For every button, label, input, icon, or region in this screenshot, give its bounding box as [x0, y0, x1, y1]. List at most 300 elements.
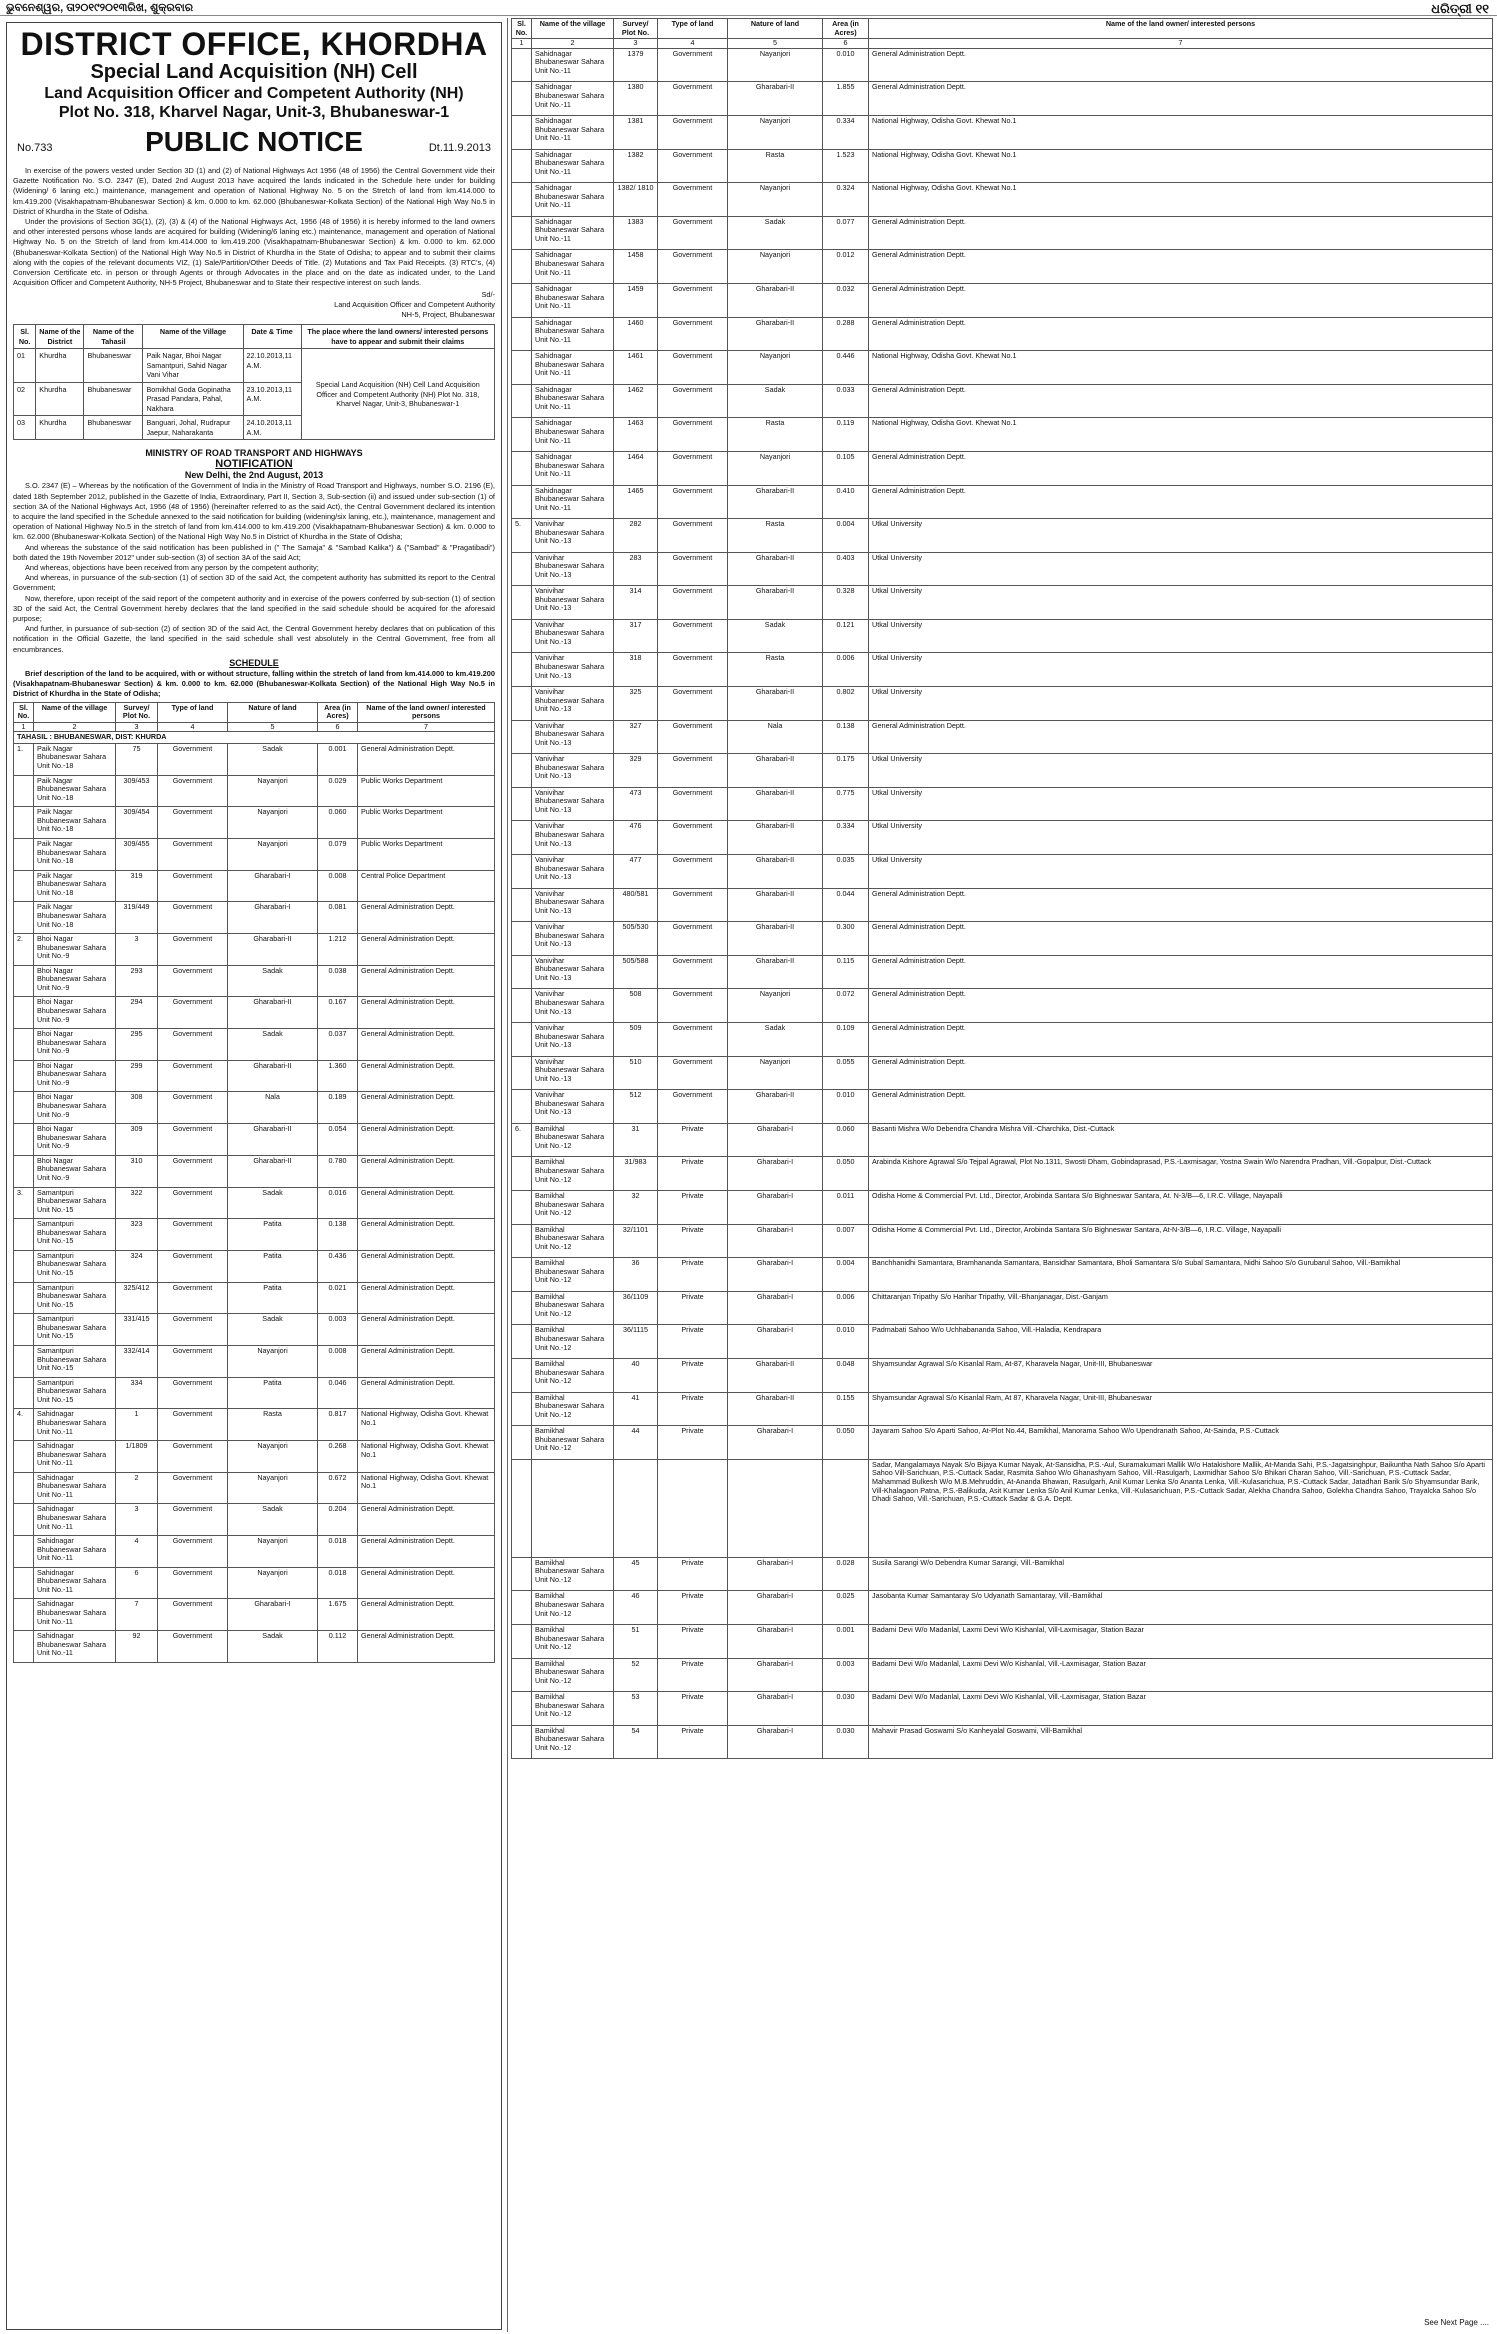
schedule-cell: Government [658, 955, 728, 989]
schedule-cell: General Administration Deptt. [358, 1504, 495, 1536]
schedule-cell: Private [658, 1624, 728, 1658]
schedule-cell: 0.001 [318, 743, 358, 775]
schedule-cell: 1/1809 [116, 1441, 158, 1473]
schedule-cell: 0.115 [823, 955, 869, 989]
schedule-cell: 32 [614, 1190, 658, 1224]
schedule-row [512, 1023, 1493, 1057]
schedule-cell: General Administration Deptt. [869, 283, 1493, 317]
schedule-cell: 0.077 [823, 216, 869, 250]
schedule-cell: Private [658, 1123, 728, 1157]
schedule-cell: Government [658, 216, 728, 250]
schedule-row [512, 653, 1493, 687]
schedule-cell: Sahidnagar Bhubaneswar Sahara Unit No.-11 [34, 1441, 116, 1473]
schedule-row [512, 787, 1493, 821]
schedule-cell: Gharabari-I [728, 1426, 823, 1460]
schedule-cell: Bamikhal Bhubaneswar Sahara Unit No.-12 [532, 1224, 614, 1258]
schedule-cell: Government [158, 1250, 228, 1282]
schedule-cell: 0.037 [318, 1029, 358, 1061]
schedule-row [512, 351, 1493, 385]
schedule-row [512, 855, 1493, 889]
schedule-cell: General Administration Deptt. [869, 216, 1493, 250]
schedule-cell: Nayanjori [728, 250, 823, 284]
schedule-cell: 0.044 [823, 888, 869, 922]
schedule-cell: 0.436 [318, 1250, 358, 1282]
schedule-cell [512, 485, 532, 519]
schedule-row [14, 1124, 495, 1156]
schedule-cell: General Administration Deptt. [869, 82, 1493, 116]
schedule-cell: Government [658, 1090, 728, 1124]
schedule-cell: Utkal University [869, 552, 1493, 586]
schedule-cell: Samantpuri Bhubaneswar Sahara Unit No.-15 [34, 1345, 116, 1377]
schedule-cell: Vanivihar Bhubaneswar Sahara Unit No.-13 [532, 1023, 614, 1057]
schedule-row [512, 1358, 1493, 1392]
schedule-cell: Private [658, 1190, 728, 1224]
schedule-cell: 0.030 [823, 1725, 869, 1759]
schedule-cell [512, 1658, 532, 1692]
schedule-cell: Government [158, 838, 228, 870]
schedule-cell: Mahavir Prasad Goswami S/o Kanheyalal Goswami, Vill-Bamikhal [869, 1725, 1493, 1759]
schedule-cell [14, 1631, 34, 1663]
schedule-cell: 325 [614, 687, 658, 721]
schedule-cell: 0.109 [823, 1023, 869, 1057]
schedule-cell: Bamikhal Bhubaneswar Sahara Unit No.-12 [532, 1392, 614, 1426]
schedule-cell: Gharabari-I [728, 1190, 823, 1224]
schedule-cell: Nayanjori [728, 451, 823, 485]
schedule-row [512, 955, 1493, 989]
schedule-row [512, 183, 1493, 217]
schedule-cell: Sahidnagar Bhubaneswar Sahara Unit No.-11 [34, 1472, 116, 1504]
schedule-cell: Sahidnagar Bhubaneswar Sahara Unit No.-11 [532, 216, 614, 250]
ministry-name: MINISTRY OF ROAD TRANSPORT AND HIGHWAYS [145, 448, 363, 459]
schedule-cell: 54 [614, 1725, 658, 1759]
schedule-cell [512, 1591, 532, 1625]
schedule-cell: Sadak [228, 743, 318, 775]
hearing-header-cell: The place where the land owners/ interested persons have to appear and submit their claims [301, 325, 494, 349]
schedule-cell: Government [658, 149, 728, 183]
hearing-cell-sl: 01 [14, 349, 36, 383]
notification-paragraph-3: And whereas, objections have been received from any person by the competent authority; [25, 563, 319, 573]
schedule-cell [14, 1441, 34, 1473]
schedule-row [14, 934, 495, 966]
schedule-cell: Bamikhal Bhubaneswar Sahara Unit No.-12 [532, 1123, 614, 1157]
schedule-cell: Private [658, 1224, 728, 1258]
schedule-cell: Vanivihar Bhubaneswar Sahara Unit No.-13 [532, 1056, 614, 1090]
hearing-cell-date: 24.10.2013,11 A.M. [243, 416, 301, 440]
schedule-cell: Utkal University [869, 687, 1493, 721]
schedule-cell: 0.060 [318, 807, 358, 839]
schedule-cell: 45 [614, 1557, 658, 1591]
schedule-cell: Sahidnagar Bhubaneswar Sahara Unit No.-11 [532, 149, 614, 183]
schedule-cell: Sahidnagar Bhubaneswar Sahara Unit No.-11 [532, 82, 614, 116]
schedule-cell: 36 [614, 1258, 658, 1292]
schedule-cell: 1464 [614, 451, 658, 485]
schedule-cell: 0.055 [823, 1056, 869, 1090]
schedule-cell: Government [158, 1314, 228, 1346]
schedule-cell: Paik Nagar Bhubaneswar Sahara Unit No.-18 [34, 902, 116, 934]
schedule-row [14, 870, 495, 902]
schedule-cell: General Administration Deptt. [358, 1536, 495, 1568]
schedule-cell: Jasobanta Kumar Samantaray S/o Udyanath Samantaray, Vill.-Bamikhal [869, 1591, 1493, 1625]
schedule-column-number: 6 [823, 39, 869, 49]
schedule-cell [512, 283, 532, 317]
schedule-cell: 1.855 [823, 82, 869, 116]
schedule-cell: Government [658, 418, 728, 452]
schedule-cell: Shyamsundar Agrawal S/o Kisanlal Ram, At 87, Kharavela Nagar, Unit-III, Bhubaneswar [869, 1392, 1493, 1426]
schedule-cell: 308 [116, 1092, 158, 1124]
schedule-cell: National Highway, Odisha Govt. Khewat No.1 [869, 183, 1493, 217]
schedule-row [14, 1155, 495, 1187]
schedule-cell: Nayanjori [728, 48, 823, 82]
schedule-cell: Private [658, 1157, 728, 1191]
schedule-cell: Gharabari-II [728, 552, 823, 586]
schedule-cell: 0.050 [823, 1157, 869, 1191]
schedule-column-number: 7 [358, 722, 495, 732]
schedule-row [512, 283, 1493, 317]
schedule-row [512, 1291, 1493, 1325]
schedule-cell: Gharabari-II [728, 317, 823, 351]
schedule-cell: 0.003 [823, 1658, 869, 1692]
hearing-place: Special Land Acquisition (NH) Cell Land Acquisition Officer and Competent Authority (NH) Plot No. 318, Kharvel Nagar, Unit-3, Bhubaneswar-1 [301, 349, 494, 440]
schedule-cell [512, 451, 532, 485]
schedule-cell [512, 418, 532, 452]
notification-place-date: New Delhi, the 2nd August, 2013 [184, 470, 324, 481]
schedule-cell: Nayanjori [728, 1056, 823, 1090]
schedule-cell: Patita [228, 1219, 318, 1251]
officer-title: Land Acquisition Officer and Competent Authority (NH) [44, 85, 464, 102]
schedule-cell [512, 888, 532, 922]
schedule-cell: Government [658, 754, 728, 788]
schedule-cell: Bhoi Nagar Bhubaneswar Sahara Unit No.-9 [34, 1029, 116, 1061]
schedule-cell: General Administration Deptt. [869, 720, 1493, 754]
schedule-cell: 0.138 [318, 1219, 358, 1251]
schedule-cell: 0.672 [318, 1472, 358, 1504]
schedule-cell: Government [158, 1187, 228, 1219]
schedule-cell: 1379 [614, 48, 658, 82]
schedule-row [512, 619, 1493, 653]
schedule-cell [14, 997, 34, 1029]
hearing-row [14, 349, 495, 383]
schedule-cell: Samantpuri Bhubaneswar Sahara Unit No.-15 [34, 1219, 116, 1251]
schedule-cell: Government [658, 720, 728, 754]
see-next-page: See Next Page .... [1424, 2318, 1489, 2327]
schedule-row [512, 821, 1493, 855]
schedule-cell: 4 [116, 1536, 158, 1568]
schedule-cell [512, 754, 532, 788]
schedule-cell: 0.780 [318, 1155, 358, 1187]
schedule-cell: Gharabari-II [728, 888, 823, 922]
schedule-header-cell: Type of land [158, 702, 228, 722]
hearing-cell-district: Khurdha [36, 416, 84, 440]
schedule-cell: 0.081 [318, 902, 358, 934]
schedule-cell [14, 1124, 34, 1156]
schedule-cell: Private [658, 1426, 728, 1460]
schedule-cell: Nayanjori [728, 115, 823, 149]
intro-paragraph-1: In exercise of the powers vested under Section 3D (1) and (2) of National Highways Act 1956 (48 of 1956) the Central Government vide their Gazette Notification No. S.O. 2347 (E), Dated 2nd August 2013 have acquired the lands indicated in the Schedule here under for building (Widening/ 6 laning etc.) maintenance, management and operation of National Highway No. 5 on the Stretch of land from km.414.000 to km.419.200 (Visakhapatnam-Bhubaneswar Section) & km. 0.000 to km. 62.000 (Bhubaneswar-Kolkata Section) of the National High Way No.5 in District of Khurdha in the State of Odisha. [13, 166, 495, 216]
schedule-header-cell: Area (in Acres) [318, 702, 358, 722]
schedule-cell: General Administration Deptt. [869, 317, 1493, 351]
schedule-row [512, 1090, 1493, 1124]
schedule-cell: General Administration Deptt. [869, 48, 1493, 82]
schedule-cell: Gharabari-II [728, 787, 823, 821]
schedule-cell: Government [158, 1599, 228, 1631]
schedule-cell: Patita [228, 1377, 318, 1409]
schedule-cell: General Administration Deptt. [869, 1090, 1493, 1124]
schedule-cell [512, 351, 532, 385]
schedule-cell [512, 1725, 532, 1759]
schedule-cell: 0.079 [318, 838, 358, 870]
schedule-cell: National Highway, Odisha Govt. Khewat No.1 [358, 1472, 495, 1504]
schedule-cell: Private [658, 1392, 728, 1426]
schedule-header-cell: Survey/ Plot No. [614, 19, 658, 39]
schedule-row [14, 838, 495, 870]
schedule-cell: Badami Devi W/o Madanlal, Laxmi Devi W/o Kishanlal, Vill.-Laxmisagar, Station Bazar [869, 1658, 1493, 1692]
schedule-cell: 6. [512, 1123, 532, 1157]
schedule-cell: Vanivihar Bhubaneswar Sahara Unit No.-13 [532, 922, 614, 956]
schedule-cell [14, 807, 34, 839]
left-column [6, 22, 502, 2330]
schedule-row [14, 807, 495, 839]
schedule-cell: Utkal University [869, 586, 1493, 620]
schedule-cell: 92 [116, 1631, 158, 1663]
schedule-cell [14, 870, 34, 902]
schedule-row [512, 1258, 1493, 1292]
schedule-cell: Utkal University [869, 519, 1493, 553]
schedule-cell: Bhoi Nagar Bhubaneswar Sahara Unit No.-9 [34, 1060, 116, 1092]
schedule-cell: Vanivihar Bhubaneswar Sahara Unit No.-13 [532, 989, 614, 1023]
schedule-row [14, 1187, 495, 1219]
schedule-cell: Patita [228, 1282, 318, 1314]
schedule-cell [14, 1377, 34, 1409]
schedule-cell: Gharabari-II [728, 1358, 823, 1392]
schedule-cell: 0.033 [823, 384, 869, 418]
schedule-cell: 0.410 [823, 485, 869, 519]
schedule-cell: 0.324 [823, 183, 869, 217]
schedule-cell: 327 [614, 720, 658, 754]
schedule-cell: Government [658, 283, 728, 317]
schedule-cell: General Administration Deptt. [869, 888, 1493, 922]
schedule-cell: National Highway, Odisha Govt. Khewat No.1 [358, 1441, 495, 1473]
schedule-cell: Government [158, 1536, 228, 1568]
schedule-row [512, 384, 1493, 418]
schedule-cell: Vanivihar Bhubaneswar Sahara Unit No.-13 [532, 720, 614, 754]
schedule-cell: 323 [116, 1219, 158, 1251]
schedule-cell [512, 1291, 532, 1325]
schedule-row [512, 989, 1493, 1023]
schedule-cell: 52 [614, 1658, 658, 1692]
schedule-cell [512, 1224, 532, 1258]
schedule-heading: SCHEDULE [229, 657, 279, 668]
schedule-cell [14, 1219, 34, 1251]
schedule-header-cell: Area (in Acres) [823, 19, 869, 39]
schedule-row [512, 720, 1493, 754]
schedule-cell [728, 1459, 823, 1557]
schedule-cell: Government [658, 451, 728, 485]
schedule-cell: 0.105 [823, 451, 869, 485]
schedule-cell: Samantpuri Bhubaneswar Sahara Unit No.-15 [34, 1314, 116, 1346]
schedule-cell: 0.119 [823, 418, 869, 452]
schedule-header-cell: Sl. No. [512, 19, 532, 39]
masthead-date: ଭୁବନେଶ୍ୱର, ତା୨୦୧୯୨୦୧୩ରିଖ, ଶୁକ୍ରବାର [6, 2, 194, 14]
schedule-cell: General Administration Deptt. [869, 384, 1493, 418]
schedule-cell: National Highway, Odisha Govt. Khewat No.1 [358, 1409, 495, 1441]
schedule-cell: 319/449 [116, 902, 158, 934]
schedule-cell: 0.003 [318, 1314, 358, 1346]
schedule-cell: Government [658, 687, 728, 721]
schedule-cell: 477 [614, 855, 658, 889]
signature-designation: Land Acquisition Officer and Competent Authority [334, 300, 495, 310]
schedule-cell: Utkal University [869, 821, 1493, 855]
schedule-cell: 0.011 [823, 1190, 869, 1224]
schedule-cell: Bamikhal Bhubaneswar Sahara Unit No.-12 [532, 1358, 614, 1392]
schedule-cell [14, 965, 34, 997]
schedule-cell [512, 250, 532, 284]
schedule-row [512, 519, 1493, 553]
schedule-header-cell: Survey/ Plot No. [116, 702, 158, 722]
schedule-cell: Government [658, 519, 728, 553]
schedule-cell: 0.018 [318, 1567, 358, 1599]
schedule-cell: Paik Nagar Bhubaneswar Sahara Unit No.-18 [34, 807, 116, 839]
schedule-cell: Sadak [228, 1029, 318, 1061]
schedule-column-number: 5 [228, 722, 318, 732]
schedule-header-cell: Type of land [658, 19, 728, 39]
schedule-cell [512, 1325, 532, 1359]
schedule-cell: Gharabari-I [728, 1123, 823, 1157]
schedule-cell: 510 [614, 1056, 658, 1090]
schedule-cell: Government [658, 888, 728, 922]
schedule-row [14, 1345, 495, 1377]
schedule-cell: 2. [14, 934, 34, 966]
schedule-row [14, 902, 495, 934]
notification-paragraph-6: And further, in pursuance of sub-section (2) of section 3D of the said Act, the Central Government hereby declares that on publication of this notification in the Official Gazette, the land specified in the said schedule shall vest absolutely in the Central Government, free from all encumbrances. [13, 624, 495, 654]
schedule-cell: Sahidnagar Bhubaneswar Sahara Unit No.-11 [532, 451, 614, 485]
schedule-cell: Government [158, 1124, 228, 1156]
schedule-cell: Government [658, 821, 728, 855]
schedule-cell: Rasta [728, 519, 823, 553]
schedule-cell: Government [158, 1409, 228, 1441]
schedule-cell: Utkal University [869, 619, 1493, 653]
schedule-cell [512, 1624, 532, 1658]
schedule-cell: Bhoi Nagar Bhubaneswar Sahara Unit No.-9 [34, 934, 116, 966]
schedule-cell: 0.300 [823, 922, 869, 956]
schedule-column-number: 2 [34, 722, 116, 732]
schedule-cell [512, 1392, 532, 1426]
schedule-cell: Sadak [228, 1504, 318, 1536]
schedule-row [14, 1282, 495, 1314]
schedule-cell: Utkal University [869, 855, 1493, 889]
schedule-cell: 476 [614, 821, 658, 855]
schedule-cell: Bhoi Nagar Bhubaneswar Sahara Unit No.-9 [34, 997, 116, 1029]
schedule-cell: Government [658, 384, 728, 418]
schedule-cell: Bhoi Nagar Bhubaneswar Sahara Unit No.-9 [34, 965, 116, 997]
schedule-cell: 0.012 [823, 250, 869, 284]
schedule-cell: Vanivihar Bhubaneswar Sahara Unit No.-13 [532, 619, 614, 653]
hearing-cell-sl: 03 [14, 416, 36, 440]
schedule-cell: 3 [116, 1504, 158, 1536]
schedule-cell: Sahidnagar Bhubaneswar Sahara Unit No.-11 [532, 485, 614, 519]
schedule-cell: 0.175 [823, 754, 869, 788]
schedule-cell: 1461 [614, 351, 658, 385]
schedule-cell [14, 1536, 34, 1568]
schedule-row [14, 743, 495, 775]
schedule-cell [14, 1599, 34, 1631]
schedule-cell: Nayanjori [228, 1536, 318, 1568]
schedule-row [14, 1250, 495, 1282]
schedule-cell: 3. [14, 1187, 34, 1219]
schedule-cell: 36/1115 [614, 1325, 658, 1359]
schedule-cell: 0.112 [318, 1631, 358, 1663]
schedule-cell: 32/1101 [614, 1224, 658, 1258]
schedule-row [512, 1624, 1493, 1658]
schedule-cell: Sadak [728, 216, 823, 250]
schedule-cell: 31 [614, 1123, 658, 1157]
schedule-cell: Rasta [228, 1409, 318, 1441]
schedule-cell [512, 1258, 532, 1292]
masthead-page: ଧରିତ୍ରୀ ୧୧ [1431, 1, 1489, 16]
notice-title: PUBLIC NOTICE [145, 126, 363, 157]
schedule-column-number: 3 [614, 39, 658, 49]
schedule-row [14, 1219, 495, 1251]
schedule-cell: Government [158, 902, 228, 934]
schedule-cell: Bhoi Nagar Bhubaneswar Sahara Unit No.-9 [34, 1092, 116, 1124]
tahasil-label: TAHASIL : BHUBANESWAR, DIST: KHURDA [14, 732, 495, 744]
schedule-row [512, 115, 1493, 149]
schedule-cell [14, 1060, 34, 1092]
schedule-row [512, 451, 1493, 485]
schedule-cell: 41 [614, 1392, 658, 1426]
schedule-row [14, 997, 495, 1029]
schedule-cell: 334 [116, 1377, 158, 1409]
schedule-cell: Gharabari-II [228, 1155, 318, 1187]
schedule-row [512, 888, 1493, 922]
schedule-cell: General Administration Deptt. [358, 965, 495, 997]
schedule-row [14, 1441, 495, 1473]
schedule-cell: Gharabari-II [728, 955, 823, 989]
schedule-cell: 293 [116, 965, 158, 997]
schedule-cell [512, 653, 532, 687]
schedule-column-number: 2 [532, 39, 614, 49]
schedule-cell: 0.021 [318, 1282, 358, 1314]
schedule-cell: Government [158, 775, 228, 807]
schedule-cell: 282 [614, 519, 658, 553]
hearing-cell-date: 23.10.2013,11 A.M. [243, 382, 301, 416]
schedule-table-left [13, 702, 495, 1663]
schedule-cell: Bamikhal Bhubaneswar Sahara Unit No.-12 [532, 1190, 614, 1224]
schedule-row [512, 1157, 1493, 1191]
notice-number: No.733 [17, 142, 53, 154]
hearing-header-cell: Date & Time [243, 325, 301, 349]
schedule-cell: Government [158, 1092, 228, 1124]
schedule-cell: 0.004 [823, 519, 869, 553]
schedule-cell: Gharabari-II [728, 821, 823, 855]
schedule-cell: 1.523 [823, 149, 869, 183]
schedule-cell: 0.268 [318, 1441, 358, 1473]
schedule-cell: 0.006 [823, 653, 869, 687]
schedule-row [512, 82, 1493, 116]
column-divider [507, 18, 508, 2332]
schedule-row [512, 418, 1493, 452]
schedule-cell [512, 955, 532, 989]
intro-paragraph-2: Under the provisions of Section 3G(1), (2), (3) & (4) of the National Highways Act, 1956 (48 of 1956) it is hereby informed to the land owners and other interested persons whose lands are acquired for building (Widening/6 laning etc.) maintenance, management and operation of National Highway No. 5 on the Stretch of land from km.414.000 to km.419.200 (Visakhapatnam-Bhubaneswar Section) & km. 0.000 to km. 62.000 (Bhubaneswar-Kolkata Section) of the National High Way No.5 in District of Khurdha in the State of Odisha; to appear and to submit their claims along with the copies of the relevant documents VIZ, (1) Sale/Partition/Other Deeds of Title. (2) Mutations and Tax Paid Receipts. (3) RTC's, (4) Conversion Certificate etc. in person or through Agents or through Advocates in the place and on the date as indicated under, to the Land Acquisition Officer and Competent Authority, NH-5 Project, Bhubaneswar and to State their respective interest on such lands. [13, 217, 495, 288]
schedule-cell: Government [158, 743, 228, 775]
schedule-cell [512, 552, 532, 586]
schedule-cell: 294 [116, 997, 158, 1029]
schedule-column-number: 4 [658, 39, 728, 49]
schedule-cell: Government [158, 1345, 228, 1377]
schedule-cell: General Administration Deptt. [358, 1345, 495, 1377]
schedule-cell [14, 1472, 34, 1504]
schedule-cell: 1460 [614, 317, 658, 351]
hearing-table [13, 324, 495, 440]
